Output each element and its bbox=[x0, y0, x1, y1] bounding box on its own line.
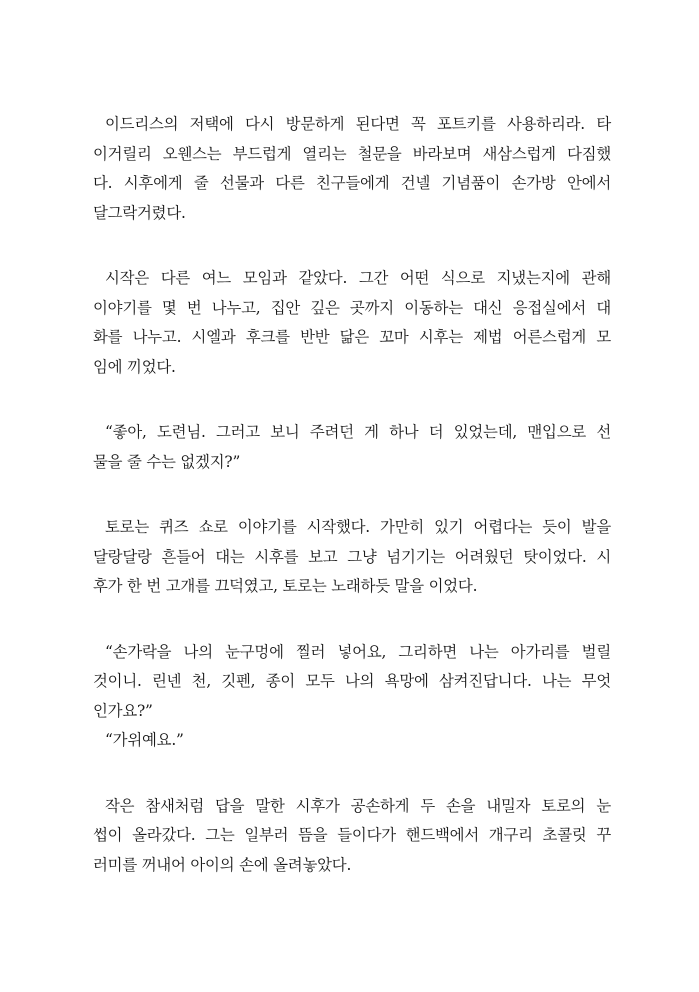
text-line: 물을 줄 수는 없겠지?” bbox=[93, 452, 241, 471]
text-line: “가위예요.” bbox=[105, 731, 184, 749]
text-line: 다. 시후에게 줄 선물과 다른 친구들에게 건넬 기념품이 손가방 안에서 bbox=[93, 174, 611, 192]
text-line: 후가 한 번 고개를 끄덕였고, 토로는 노래하듯 말을 이었다. bbox=[93, 577, 478, 595]
text-line: “좋아, 도련님. 그러고 보니 주려던 게 하나 더 있었는데, 맨입으로 선 bbox=[105, 423, 611, 441]
text-line: 작은 참새처럼 답을 말한 시후가 공손하게 두 손을 내밀자 토로의 눈 bbox=[105, 796, 611, 815]
paragraph-7 bbox=[93, 792, 611, 881]
text-line: 토로는 퀴즈 쇼로 이야기를 시작했다. 가만히 있기 어렵다는 듯이 발을 bbox=[105, 518, 611, 536]
paragraph-3 bbox=[93, 418, 611, 477]
text-line: “손가락을 나의 눈구멍에 찔러 넣어요, 그리하면 나는 아가리를 벌릴 bbox=[105, 642, 611, 661]
paragraph-4 bbox=[93, 513, 611, 602]
text-line: 인가요?” bbox=[93, 701, 153, 720]
document-page bbox=[93, 110, 611, 916]
paragraph-6 bbox=[93, 726, 611, 756]
text-line: 썹이 올라갔다. 그는 일부러 뜸을 들이다가 핸드백에서 개구리 초콜릿 꾸 bbox=[93, 826, 611, 844]
text-line: 임에 끼었다. bbox=[93, 357, 176, 376]
text-line: 러미를 꺼내어 아이의 손에 올려놓았다. bbox=[93, 855, 352, 874]
paragraph-2 bbox=[93, 264, 611, 382]
text-line: 것이니. 린넨 천, 깃펜, 종이 모두 나의 욕망에 삼켜진답니다. 나는 무엇 bbox=[93, 672, 611, 690]
text-line: 이야기를 몇 번 나누고, 집안 깊은 곳까지 이동하는 대신 응접실에서 대 bbox=[93, 298, 611, 317]
text-line: 달랑달랑 흔들어 대는 시후를 보고 그냥 넘기기는 어려웠던 탓이었다. 시 bbox=[93, 547, 611, 566]
text-line: 이드리스의 저택에 다시 방문하게 된다면 꼭 포트키를 사용하리라. 타 bbox=[105, 115, 611, 133]
text-line: 화를 나누고. 시엘과 후크를 반반 닮은 꼬마 시후는 제법 어른스럽게 모 bbox=[93, 328, 611, 346]
text-line: 이거릴리 오웬스는 부드럽게 열리는 철문을 바라보며 새삼스럽게 다짐했 bbox=[93, 144, 611, 163]
text-line: 시작은 다른 여느 모임과 같았다. 그간 어떤 식으로 지냈는지에 관해 bbox=[105, 269, 611, 287]
paragraph-5 bbox=[93, 638, 611, 727]
paragraph-1 bbox=[93, 110, 611, 228]
text-line: 달그락거렸다. bbox=[93, 203, 186, 222]
